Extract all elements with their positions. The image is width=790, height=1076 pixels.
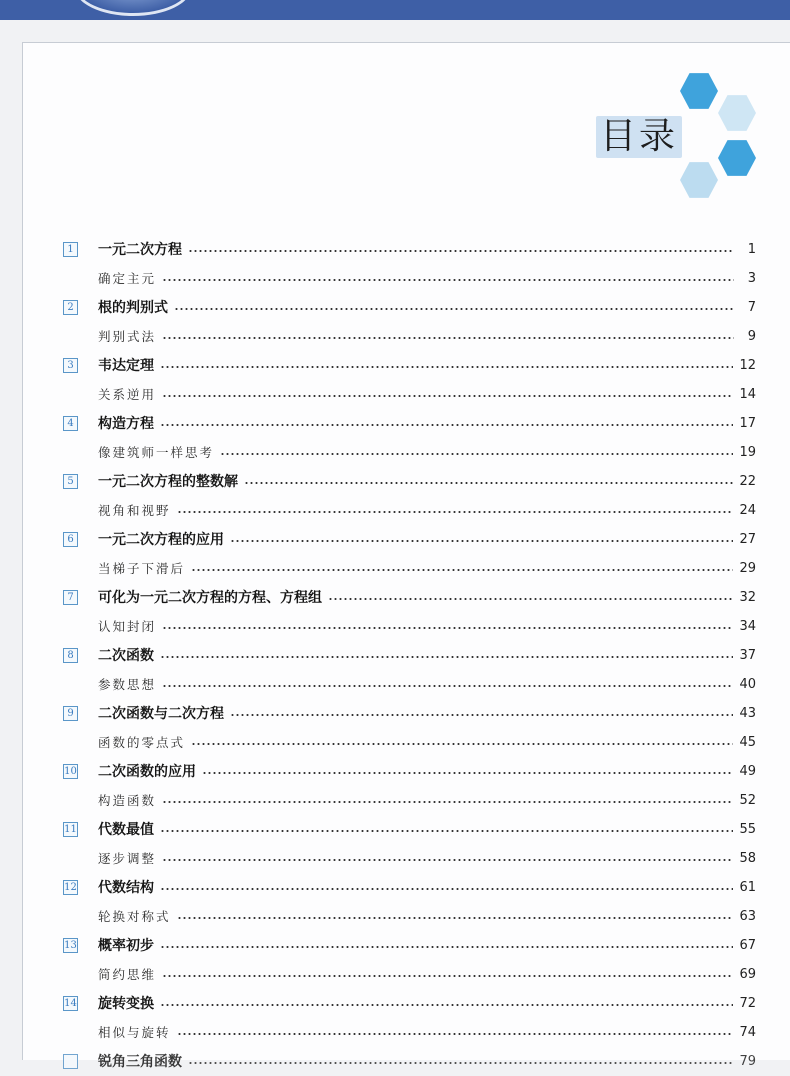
toc-chapter-row[interactable] <box>63 234 756 264</box>
section-title: 像建筑师一样思考 <box>98 445 215 460</box>
chapter-title: 概率初步 <box>98 938 154 954</box>
dot-leader <box>162 337 734 339</box>
toc-chapter-row[interactable] <box>63 466 756 496</box>
page-number: 3 <box>747 270 756 286</box>
dot-leader <box>174 308 734 310</box>
dot-leader <box>191 569 733 571</box>
dot-leader <box>162 395 733 397</box>
dot-leader <box>188 1062 733 1064</box>
toc-section-row[interactable] <box>63 553 756 583</box>
chapter-title: 旋转变换 <box>98 996 154 1012</box>
toc-section-row[interactable] <box>63 901 756 931</box>
dot-leader <box>162 859 733 861</box>
chapter-number-badge: 12 <box>64 881 77 893</box>
toc-section-row[interactable] <box>63 495 756 525</box>
page-number: 72 <box>739 995 756 1011</box>
page-number: 58 <box>739 850 756 866</box>
page-number: 69 <box>739 966 756 982</box>
section-title: 简约思维 <box>98 967 157 982</box>
toc-section-row[interactable] <box>63 611 756 641</box>
dot-leader <box>162 627 733 629</box>
toc-section-row[interactable] <box>63 379 756 409</box>
page-number: 37 <box>739 647 756 663</box>
dot-leader <box>188 250 734 252</box>
toc-section-row[interactable] <box>63 437 756 467</box>
chapter-number-badge: 8 <box>63 648 78 663</box>
toc-chapter-row[interactable] <box>63 350 756 380</box>
chapter-title: 一元二次方程的应用 <box>98 532 224 548</box>
chapter-title: 二次函数 <box>98 648 154 664</box>
chapter-title: 锐角三角函数 <box>98 1054 182 1070</box>
chapter-title: 可化为一元二次方程的方程、方程组 <box>98 590 322 606</box>
dot-leader <box>160 1004 733 1006</box>
section-title: 轮换对称式 <box>98 909 171 924</box>
dot-leader <box>328 598 733 600</box>
chapter-title: 一元二次方程的整数解 <box>98 474 238 490</box>
toc-chapter-row[interactable] <box>63 640 756 670</box>
page-number: 49 <box>739 763 756 779</box>
chapter-number-badge: 11 <box>64 823 77 835</box>
page-number: 79 <box>739 1053 756 1069</box>
dot-leader <box>177 511 734 513</box>
page-number: 1 <box>747 241 756 257</box>
chapter-title: 韦达定理 <box>98 358 154 374</box>
section-title: 判别式法 <box>98 329 157 344</box>
toc-chapter-row[interactable] <box>63 1046 756 1076</box>
chapter-number-badge: 14 <box>64 997 77 1009</box>
dot-leader <box>160 366 733 368</box>
section-title: 确定主元 <box>98 271 157 286</box>
dot-leader <box>162 975 733 977</box>
section-title: 关系逆用 <box>98 387 157 402</box>
page-number: 17 <box>739 415 756 431</box>
page-number: 74 <box>739 1024 756 1040</box>
toc-section-row[interactable] <box>63 843 756 873</box>
chapter-title: 根的判别式 <box>98 300 168 316</box>
chapter-number-badge: 9 <box>63 706 78 721</box>
dot-leader <box>230 540 733 542</box>
dot-leader <box>160 946 733 948</box>
dot-leader <box>162 279 734 281</box>
toc-section-row[interactable] <box>63 785 756 815</box>
dot-leader <box>202 772 733 774</box>
page-number: 52 <box>739 792 756 808</box>
toc-chapter-row[interactable] <box>63 524 756 554</box>
dot-leader <box>191 743 733 745</box>
page-number: 12 <box>739 357 756 373</box>
chapter-number-badge <box>63 1054 78 1069</box>
page-number: 45 <box>739 734 756 750</box>
dot-leader <box>220 453 733 455</box>
toc-chapter-row[interactable] <box>63 582 756 612</box>
page-number: 24 <box>739 502 756 518</box>
page-number: 40 <box>739 676 756 692</box>
page-number: 9 <box>747 328 756 344</box>
dot-leader <box>230 714 733 716</box>
page-number: 61 <box>739 879 756 895</box>
page-number: 63 <box>739 908 756 924</box>
chapter-number-badge: 13 <box>64 939 77 951</box>
chapter-number-badge: 5 <box>63 474 78 489</box>
chapter-number-badge: 7 <box>63 590 78 605</box>
page-title: 目录 <box>596 116 682 158</box>
dot-leader <box>177 917 734 919</box>
chapter-number-badge: 4 <box>63 416 78 431</box>
section-title: 认知封闭 <box>98 619 157 634</box>
page-number: 43 <box>739 705 756 721</box>
chapter-title: 代数结构 <box>98 880 154 896</box>
toc-section-row[interactable] <box>63 727 756 757</box>
page-number: 14 <box>739 386 756 402</box>
chapter-number-badge: 1 <box>63 242 78 257</box>
page-number: 67 <box>739 937 756 953</box>
section-title: 视角和视野 <box>98 503 171 518</box>
dot-leader <box>177 1033 734 1035</box>
page-number: 55 <box>739 821 756 837</box>
toc-section-row[interactable] <box>63 263 756 293</box>
top-banner <box>0 0 790 20</box>
section-title: 参数思想 <box>98 677 157 692</box>
toc-section-row[interactable] <box>63 669 756 699</box>
toc-chapter-row[interactable] <box>63 756 756 786</box>
toc-section-row[interactable] <box>63 321 756 351</box>
toc-chapter-row[interactable] <box>63 988 756 1018</box>
toc-chapter-row[interactable] <box>63 408 756 438</box>
chapter-title: 二次函数与二次方程 <box>98 706 224 722</box>
dot-leader <box>162 801 733 803</box>
dot-leader <box>160 656 733 658</box>
chapter-number-badge: 6 <box>63 532 78 547</box>
chapter-number-badge: 3 <box>63 358 78 373</box>
page-number: 27 <box>739 531 756 547</box>
section-title: 相似与旋转 <box>98 1025 171 1040</box>
page-number: 32 <box>739 589 756 605</box>
page-number: 29 <box>739 560 756 576</box>
banner-emblem <box>75 0 191 16</box>
section-title: 当梯子下滑后 <box>98 561 186 576</box>
section-title: 构造函数 <box>98 793 157 808</box>
chapter-title: 代数最值 <box>98 822 154 838</box>
toc-chapter-row[interactable] <box>63 292 756 322</box>
chapter-number-badge: 2 <box>63 300 78 315</box>
dot-leader <box>160 424 733 426</box>
toc-section-row[interactable] <box>63 1017 756 1047</box>
dot-leader <box>162 685 733 687</box>
section-title: 函数的零点式 <box>98 735 186 750</box>
toc-section-row[interactable] <box>63 959 756 989</box>
page-number: 22 <box>739 473 756 489</box>
page-number: 7 <box>747 299 756 315</box>
chapter-title: 一元二次方程 <box>98 242 182 258</box>
chapter-number-badge: 10 <box>64 765 77 777</box>
chapter-title: 二次函数的应用 <box>98 764 196 780</box>
dot-leader <box>244 482 733 484</box>
dot-leader <box>160 888 733 890</box>
chapter-title: 构造方程 <box>98 416 154 432</box>
page-number: 34 <box>739 618 756 634</box>
page-number: 19 <box>739 444 756 460</box>
toc-chapter-row[interactable] <box>63 930 756 960</box>
toc-chapter-row[interactable] <box>63 698 756 728</box>
toc-chapter-row[interactable] <box>63 814 756 844</box>
toc-chapter-row[interactable] <box>63 872 756 902</box>
dot-leader <box>160 830 733 832</box>
section-title: 逐步调整 <box>98 851 157 866</box>
